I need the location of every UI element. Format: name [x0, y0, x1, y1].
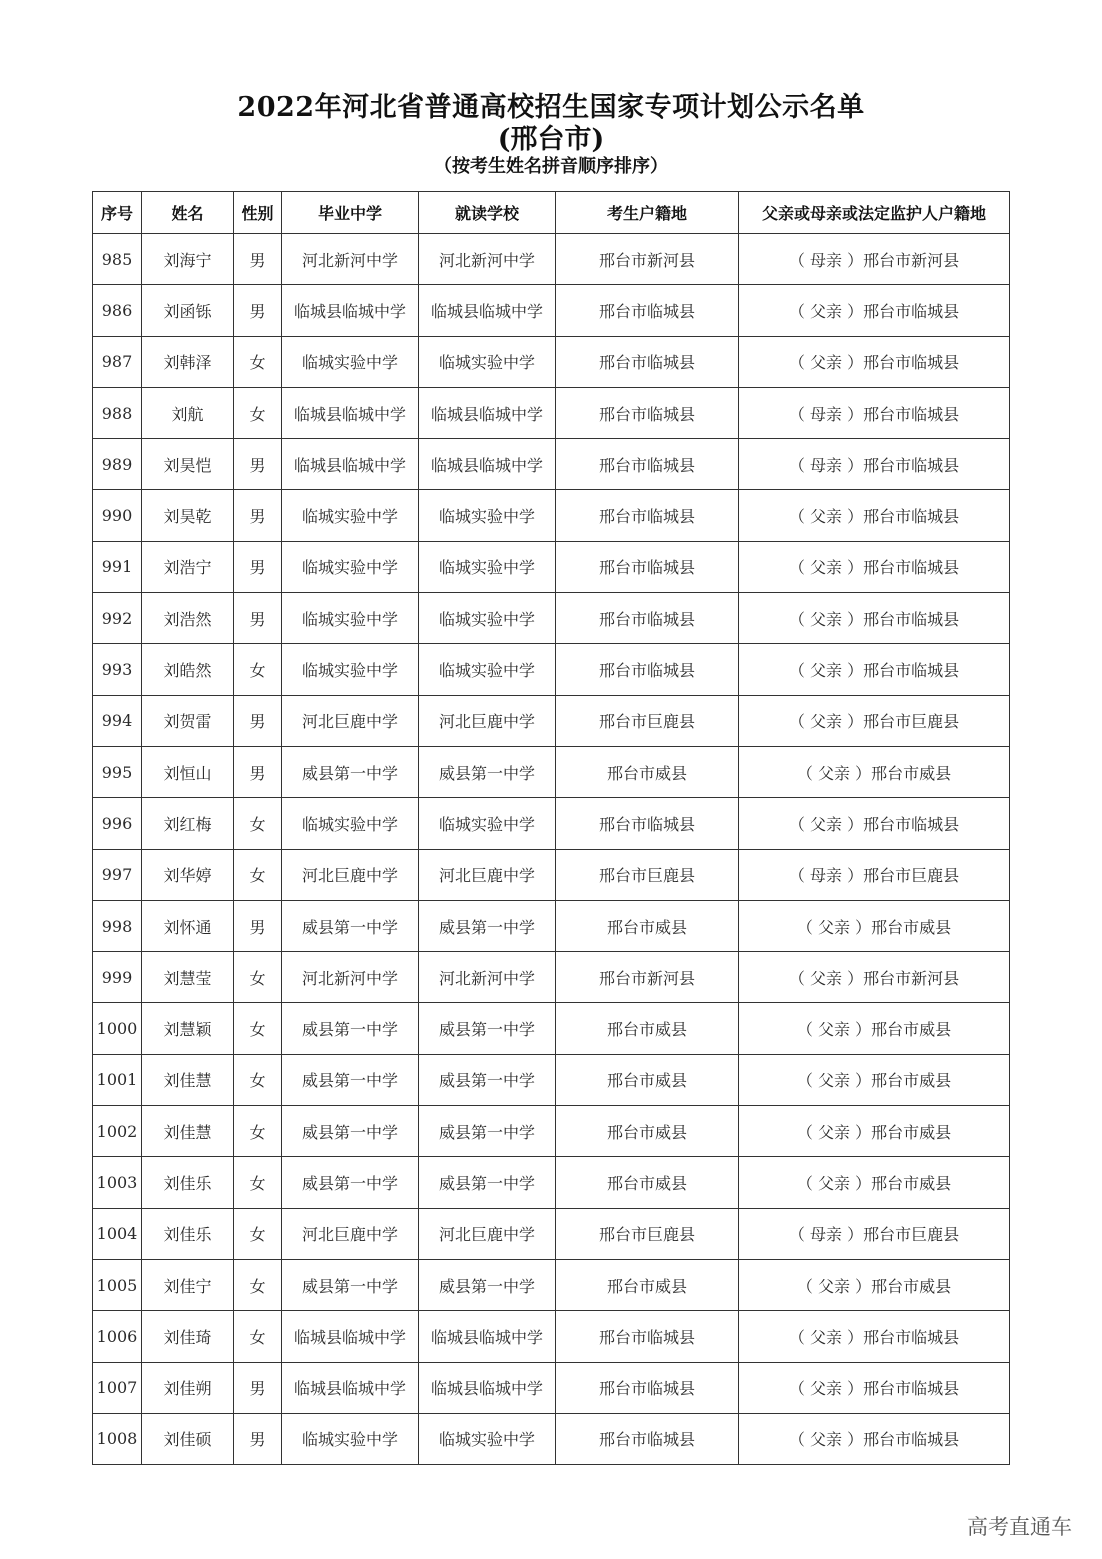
- cell-index: 995: [93, 746, 142, 797]
- cell-gender: 女: [234, 1106, 282, 1157]
- cell-index: 1002: [93, 1106, 142, 1157]
- cell-name: 刘皓然: [142, 644, 234, 695]
- cell-guardian-residence: （ 父亲 ）邢台市威县: [739, 746, 1010, 797]
- cell-guardian-residence: （ 父亲 ）邢台市威县: [739, 1259, 1010, 1310]
- cell-graduated-school: 临城实验中学: [282, 593, 419, 644]
- table-row: [93, 490, 1010, 541]
- cell-index: 990: [93, 490, 142, 541]
- cell-index: 987: [93, 336, 142, 387]
- cell-student-residence: 邢台市临城县: [556, 387, 739, 438]
- cell-gender: 女: [234, 644, 282, 695]
- cell-current-school: 临城实验中学: [419, 541, 556, 592]
- cell-student-residence: 邢台市新河县: [556, 952, 739, 1003]
- col-header-guardian-residence: 父亲或母亲或法定监护人户籍地: [739, 192, 1010, 234]
- table-row: [93, 234, 1010, 285]
- cell-gender: 女: [234, 387, 282, 438]
- watermark: 高考直通车: [967, 1515, 1072, 1539]
- table-row: [93, 1003, 1010, 1054]
- cell-graduated-school: 临城县临城中学: [282, 1311, 419, 1362]
- cell-guardian-residence: （ 父亲 ）邢台市巨鹿县: [739, 695, 1010, 746]
- table-row: [93, 798, 1010, 849]
- table-body: [93, 234, 1010, 1465]
- cell-index: 1007: [93, 1362, 142, 1413]
- cell-index: 996: [93, 798, 142, 849]
- cell-student-residence: 邢台市威县: [556, 1054, 739, 1105]
- cell-graduated-school: 临城实验中学: [282, 644, 419, 695]
- table-row: [93, 1311, 1010, 1362]
- cell-guardian-residence: （ 父亲 ）邢台市威县: [739, 1054, 1010, 1105]
- page-title: 2022年河北省普通高校招生国家专项计划公示名单: [237, 92, 865, 123]
- cell-current-school: 河北巨鹿中学: [419, 849, 556, 900]
- cell-gender: 女: [234, 1157, 282, 1208]
- table-row: [93, 849, 1010, 900]
- cell-current-school: 临城县临城中学: [419, 1311, 556, 1362]
- cell-index: 1008: [93, 1413, 142, 1464]
- cell-index: 993: [93, 644, 142, 695]
- cell-gender: 男: [234, 1362, 282, 1413]
- col-header-gender: 性别: [234, 192, 282, 234]
- cell-index: 1006: [93, 1311, 142, 1362]
- table-row: [93, 1054, 1010, 1105]
- cell-student-residence: 邢台市威县: [556, 1106, 739, 1157]
- cell-current-school: 临城实验中学: [419, 490, 556, 541]
- cell-current-school: 河北巨鹿中学: [419, 695, 556, 746]
- cell-name: 刘佳朔: [142, 1362, 234, 1413]
- cell-guardian-residence: （ 父亲 ）邢台市威县: [739, 1003, 1010, 1054]
- cell-gender: 女: [234, 1054, 282, 1105]
- cell-name: 刘佳慧: [142, 1054, 234, 1105]
- cell-graduated-school: 威县第一中学: [282, 746, 419, 797]
- cell-current-school: 临城实验中学: [419, 1413, 556, 1464]
- cell-current-school: 河北巨鹿中学: [419, 1208, 556, 1259]
- cell-student-residence: 邢台市巨鹿县: [556, 695, 739, 746]
- table-header-row: [93, 192, 1010, 234]
- cell-current-school: 威县第一中学: [419, 1003, 556, 1054]
- cell-guardian-residence: （ 母亲 ）邢台市巨鹿县: [739, 1208, 1010, 1259]
- table-row: [93, 1413, 1010, 1464]
- cell-student-residence: 邢台市威县: [556, 746, 739, 797]
- cell-current-school: 河北新河中学: [419, 234, 556, 285]
- cell-student-residence: 邢台市临城县: [556, 439, 739, 490]
- cell-guardian-residence: （ 父亲 ）邢台市临城县: [739, 1362, 1010, 1413]
- cell-name: 刘航: [142, 387, 234, 438]
- cell-current-school: 威县第一中学: [419, 1106, 556, 1157]
- col-header-student-residence: 考生户籍地: [556, 192, 739, 234]
- cell-guardian-residence: （ 父亲 ）邢台市临城县: [739, 593, 1010, 644]
- cell-student-residence: 邢台市临城县: [556, 541, 739, 592]
- table-row: [93, 1157, 1010, 1208]
- cell-student-residence: 邢台市临城县: [556, 1362, 739, 1413]
- cell-gender: 女: [234, 1003, 282, 1054]
- cell-graduated-school: 临城县临城中学: [282, 439, 419, 490]
- cell-guardian-residence: （ 父亲 ）邢台市威县: [739, 1106, 1010, 1157]
- cell-gender: 男: [234, 439, 282, 490]
- cell-name: 刘佳慧: [142, 1106, 234, 1157]
- cell-name: 刘函铄: [142, 285, 234, 336]
- cell-index: 999: [93, 952, 142, 1003]
- cell-guardian-residence: （ 父亲 ）邢台市临城县: [739, 541, 1010, 592]
- cell-current-school: 临城县临城中学: [419, 387, 556, 438]
- cell-student-residence: 邢台市临城县: [556, 336, 739, 387]
- cell-graduated-school: 威县第一中学: [282, 1003, 419, 1054]
- cell-name: 刘佳乐: [142, 1208, 234, 1259]
- col-header-name: 姓名: [142, 192, 234, 234]
- cell-student-residence: 邢台市威县: [556, 1259, 739, 1310]
- cell-student-residence: 邢台市临城县: [556, 490, 739, 541]
- cell-index: 1000: [93, 1003, 142, 1054]
- cell-index: 1004: [93, 1208, 142, 1259]
- cell-index: 1001: [93, 1054, 142, 1105]
- cell-guardian-residence: （ 父亲 ）邢台市威县: [739, 1157, 1010, 1208]
- table-row: [93, 1259, 1010, 1310]
- sort-note: （按考生姓名拼音顺序排序）: [434, 156, 668, 177]
- cell-guardian-residence: （ 母亲 ）邢台市临城县: [739, 387, 1010, 438]
- cell-index: 1003: [93, 1157, 142, 1208]
- cell-graduated-school: 河北巨鹿中学: [282, 849, 419, 900]
- cell-guardian-residence: （ 母亲 ）邢台市巨鹿县: [739, 849, 1010, 900]
- cell-gender: 男: [234, 490, 282, 541]
- col-header-graduated-school: 毕业中学: [282, 192, 419, 234]
- cell-current-school: 威县第一中学: [419, 1259, 556, 1310]
- cell-index: 991: [93, 541, 142, 592]
- cell-guardian-residence: （ 父亲 ）邢台市临城县: [739, 285, 1010, 336]
- table-row: [93, 541, 1010, 592]
- cell-name: 刘佳宁: [142, 1259, 234, 1310]
- cell-current-school: 威县第一中学: [419, 746, 556, 797]
- cell-name: 刘韩泽: [142, 336, 234, 387]
- cell-name: 刘浩然: [142, 593, 234, 644]
- cell-index: 988: [93, 387, 142, 438]
- cell-name: 刘昊恺: [142, 439, 234, 490]
- table-row: [93, 695, 1010, 746]
- cell-current-school: 河北新河中学: [419, 952, 556, 1003]
- cell-graduated-school: 临城县临城中学: [282, 1362, 419, 1413]
- cell-student-residence: 邢台市威县: [556, 900, 739, 951]
- cell-current-school: 威县第一中学: [419, 1157, 556, 1208]
- col-header-index: 序号: [93, 192, 142, 234]
- cell-student-residence: 邢台市新河县: [556, 234, 739, 285]
- cell-name: 刘佳乐: [142, 1157, 234, 1208]
- cell-graduated-school: 威县第一中学: [282, 1054, 419, 1105]
- cell-graduated-school: 河北巨鹿中学: [282, 695, 419, 746]
- cell-student-residence: 邢台市临城县: [556, 644, 739, 695]
- cell-guardian-residence: （ 父亲 ）邢台市威县: [739, 900, 1010, 951]
- cell-name: 刘慧颖: [142, 1003, 234, 1054]
- cell-current-school: 临城县临城中学: [419, 439, 556, 490]
- cell-current-school: 临城实验中学: [419, 798, 556, 849]
- cell-gender: 女: [234, 1311, 282, 1362]
- cell-guardian-residence: （ 母亲 ）邢台市临城县: [739, 439, 1010, 490]
- cell-index: 985: [93, 234, 142, 285]
- cell-student-residence: 邢台市临城县: [556, 285, 739, 336]
- cell-student-residence: 邢台市巨鹿县: [556, 1208, 739, 1259]
- cell-student-residence: 邢台市临城县: [556, 798, 739, 849]
- cell-name: 刘昊乾: [142, 490, 234, 541]
- cell-gender: 男: [234, 746, 282, 797]
- cell-guardian-residence: （ 父亲 ）邢台市临城县: [739, 490, 1010, 541]
- table-row: [93, 1106, 1010, 1157]
- cell-gender: 女: [234, 952, 282, 1003]
- cell-index: 998: [93, 900, 142, 951]
- cell-current-school: 临城实验中学: [419, 593, 556, 644]
- cell-guardian-residence: （ 父亲 ）邢台市临城县: [739, 1413, 1010, 1464]
- cell-name: 刘佳硕: [142, 1413, 234, 1464]
- cell-graduated-school: 临城实验中学: [282, 336, 419, 387]
- table-row: [93, 900, 1010, 951]
- cell-gender: 男: [234, 541, 282, 592]
- cell-name: 刘贺雷: [142, 695, 234, 746]
- table-row: [93, 746, 1010, 797]
- cell-graduated-school: 河北新河中学: [282, 952, 419, 1003]
- cell-gender: 男: [234, 593, 282, 644]
- cell-student-residence: 邢台市临城县: [556, 1311, 739, 1362]
- cell-index: 992: [93, 593, 142, 644]
- cell-graduated-school: 临城实验中学: [282, 541, 419, 592]
- cell-current-school: 临城实验中学: [419, 644, 556, 695]
- cell-graduated-school: 威县第一中学: [282, 1157, 419, 1208]
- cell-name: 刘华婷: [142, 849, 234, 900]
- table-row: [93, 1208, 1010, 1259]
- cell-gender: 男: [234, 695, 282, 746]
- cell-gender: 女: [234, 798, 282, 849]
- cell-current-school: 威县第一中学: [419, 1054, 556, 1105]
- cell-index: 994: [93, 695, 142, 746]
- cell-guardian-residence: （ 父亲 ）邢台市临城县: [739, 644, 1010, 695]
- table-row: [93, 593, 1010, 644]
- cell-gender: 女: [234, 849, 282, 900]
- cell-gender: 男: [234, 1413, 282, 1464]
- cell-current-school: 临城县临城中学: [419, 1362, 556, 1413]
- table-row: [93, 285, 1010, 336]
- cell-current-school: 临城实验中学: [419, 336, 556, 387]
- cell-index: 986: [93, 285, 142, 336]
- cell-index: 1005: [93, 1259, 142, 1310]
- cell-guardian-residence: （ 父亲 ）邢台市临城县: [739, 1311, 1010, 1362]
- cell-graduated-school: 河北巨鹿中学: [282, 1208, 419, 1259]
- cell-graduated-school: 威县第一中学: [282, 900, 419, 951]
- roster-table: [92, 191, 1010, 1465]
- cell-graduated-school: 临城实验中学: [282, 798, 419, 849]
- table-row: [93, 387, 1010, 438]
- cell-graduated-school: 临城实验中学: [282, 1413, 419, 1464]
- cell-gender: 女: [234, 336, 282, 387]
- cell-graduated-school: 临城县临城中学: [282, 285, 419, 336]
- cell-graduated-school: 河北新河中学: [282, 234, 419, 285]
- cell-guardian-residence: （ 父亲 ）邢台市临城县: [739, 336, 1010, 387]
- col-header-current-school: 就读学校: [419, 192, 556, 234]
- table-row: [93, 336, 1010, 387]
- cell-student-residence: 邢台市威县: [556, 1157, 739, 1208]
- cell-graduated-school: 临城实验中学: [282, 490, 419, 541]
- cell-student-residence: 邢台市临城县: [556, 593, 739, 644]
- cell-index: 997: [93, 849, 142, 900]
- table-row: [93, 1362, 1010, 1413]
- cell-student-residence: 邢台市威县: [556, 1003, 739, 1054]
- table-row: [93, 952, 1010, 1003]
- page-subtitle: (邢台市): [497, 124, 605, 155]
- cell-graduated-school: 临城县临城中学: [282, 387, 419, 438]
- table-row: [93, 439, 1010, 490]
- cell-name: 刘海宁: [142, 234, 234, 285]
- cell-student-residence: 邢台市巨鹿县: [556, 849, 739, 900]
- cell-name: 刘慧莹: [142, 952, 234, 1003]
- cell-name: 刘佳琦: [142, 1311, 234, 1362]
- cell-gender: 男: [234, 234, 282, 285]
- cell-name: 刘恒山: [142, 746, 234, 797]
- cell-gender: 女: [234, 1259, 282, 1310]
- table-row: [93, 644, 1010, 695]
- cell-index: 989: [93, 439, 142, 490]
- cell-graduated-school: 威县第一中学: [282, 1259, 419, 1310]
- cell-graduated-school: 威县第一中学: [282, 1106, 419, 1157]
- cell-name: 刘怀通: [142, 900, 234, 951]
- cell-gender: 男: [234, 900, 282, 951]
- cell-name: 刘浩宁: [142, 541, 234, 592]
- cell-guardian-residence: （ 父亲 ）邢台市新河县: [739, 952, 1010, 1003]
- cell-guardian-residence: （ 父亲 ）邢台市临城县: [739, 798, 1010, 849]
- cell-current-school: 威县第一中学: [419, 900, 556, 951]
- cell-guardian-residence: （ 母亲 ）邢台市新河县: [739, 234, 1010, 285]
- cell-name: 刘红梅: [142, 798, 234, 849]
- cell-gender: 男: [234, 285, 282, 336]
- cell-student-residence: 邢台市临城县: [556, 1413, 739, 1464]
- cell-gender: 女: [234, 1208, 282, 1259]
- cell-current-school: 临城县临城中学: [419, 285, 556, 336]
